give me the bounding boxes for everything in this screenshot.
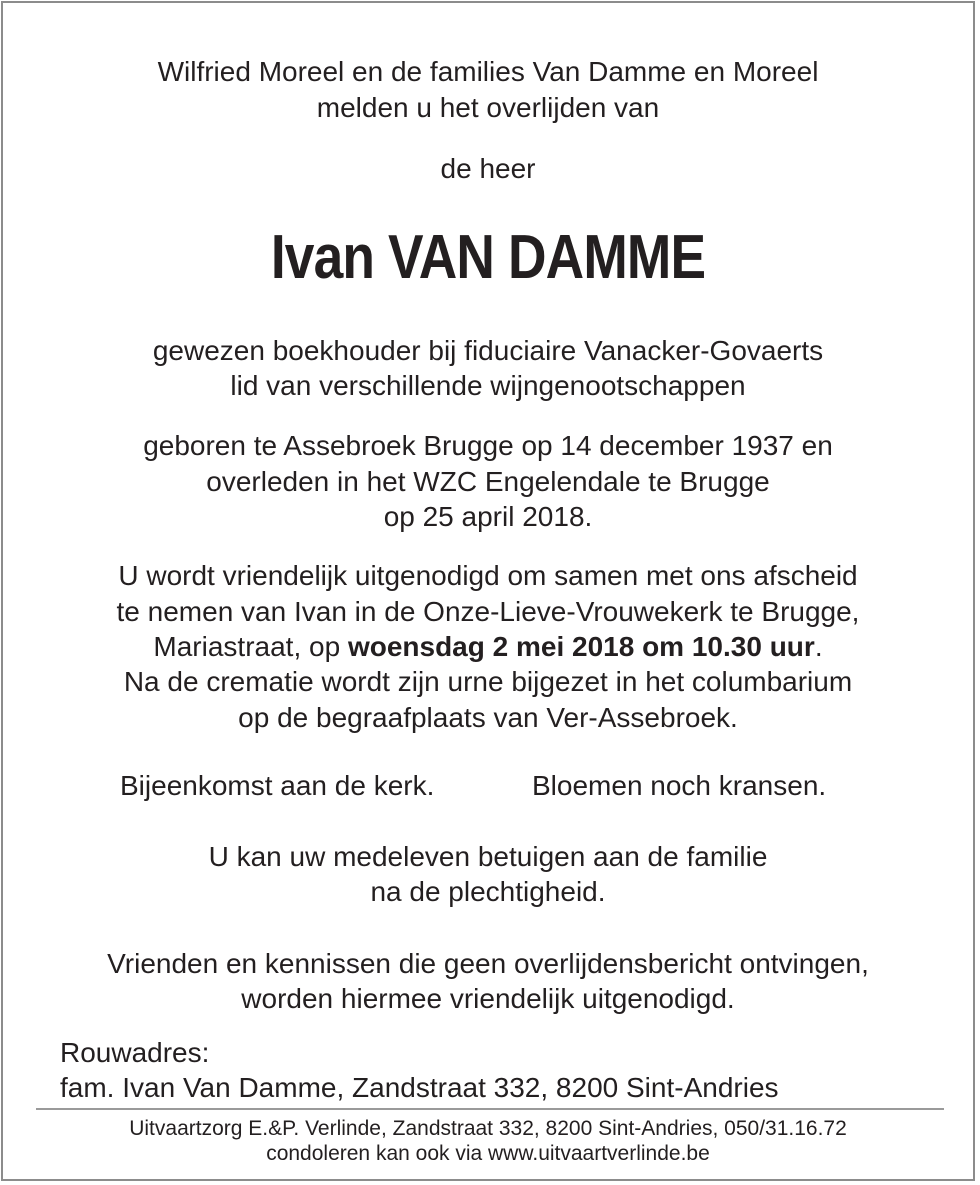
flowers-note: Bloemen noch kransen. xyxy=(532,770,827,801)
gathering-note: Bijeenkomst aan de kerk. xyxy=(120,770,435,801)
ceremony-line-2: te nemen van Ivan in de Onze-Lieve-Vrouwekerk te Brugge, xyxy=(116,596,860,627)
ceremony-line-3 xyxy=(0,630,976,664)
condolences-line-1: U kan uw medeleven betuigen aan de familie xyxy=(208,841,768,872)
funeral-home-info: Uitvaartzorg E.&P. Verlinde, Zandstraat 332, 8200 Sint-Andries, 050/31.16.72 xyxy=(129,1117,847,1140)
biography-line-1: gewezen boekhouder bij fiduciaire Vanacker-Govaerts xyxy=(152,335,824,366)
intro-line-2: melden u het overlijden van xyxy=(316,92,660,123)
ceremony-line-4: Na de crematie wordt zijn urne bijgezet in het columbarium xyxy=(123,666,853,697)
online-condolences-info: condoleren kan ook via www.uitvaartverlinde.be xyxy=(266,1142,710,1165)
deceased-name: Ivan VAN DAMME xyxy=(270,223,706,292)
condolences-line-2: na de plechtigheid. xyxy=(370,876,606,907)
dates-line-2: overleden in het WZC Engelendale te Brugge xyxy=(206,466,770,497)
invitation-line-1: Vrienden en kennissen die geen overlijdensbericht ontvingen, xyxy=(107,948,869,979)
biography-line-2: lid van verschillende wijngenootschappen xyxy=(230,370,746,401)
ceremony-line-1: U wordt vriendelijk uitgenodigd om samen met ons afscheid xyxy=(118,560,858,591)
footer-divider xyxy=(36,1108,944,1110)
dates-line-1: geboren te Assebroek Brugge op 14 december 1937 en xyxy=(143,430,833,461)
ceremony-line-3-prefix: Mariastraat, op xyxy=(153,631,348,662)
address-value: fam. Ivan Van Damme, Zandstraat 332, 8200 Sint-Andries xyxy=(60,1072,779,1103)
dates-line-3: op 25 april 2018. xyxy=(383,501,593,532)
honorific: de heer xyxy=(440,153,536,184)
invitation-line-2: worden hiermee vriendelijk uitgenodigd. xyxy=(241,983,735,1014)
ceremony-date-time: woensdag 2 mei 2018 om 10.30 uur xyxy=(347,631,815,662)
address-label: Rouwadres: xyxy=(60,1037,210,1068)
ceremony-line-5: op de begraafplaats van Ver-Assebroek. xyxy=(238,702,738,733)
ceremony-line-3-suffix: . xyxy=(814,631,823,662)
intro-line-1: Wilfried Moreel en de families Van Damme en Moreel xyxy=(157,56,819,87)
